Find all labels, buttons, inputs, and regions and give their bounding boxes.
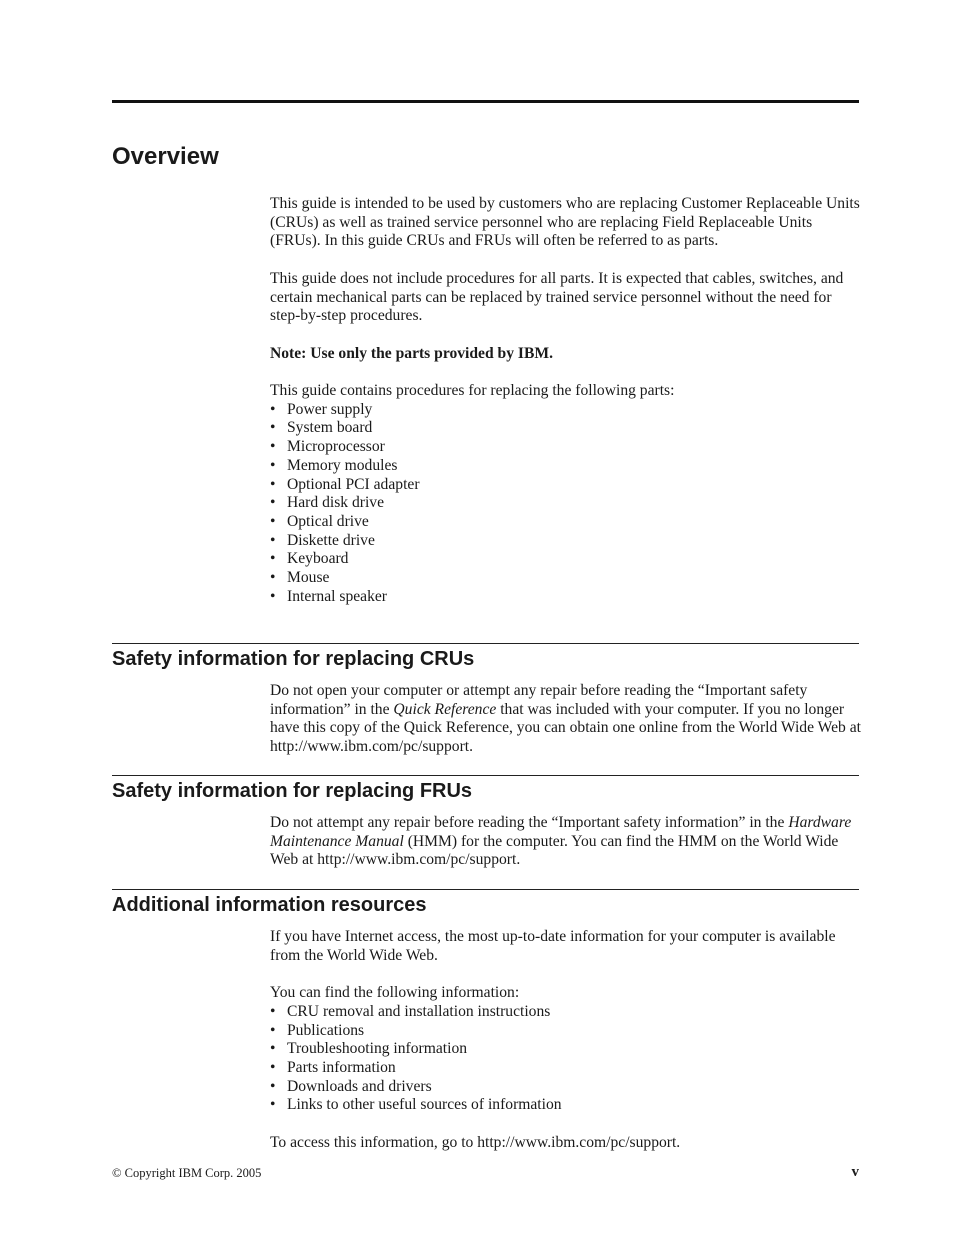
list-item: • Downloads and drivers [270,1078,862,1097]
list-item: • Publications [270,1022,862,1041]
page-number: v [851,1164,859,1180]
list-item: • Troubleshooting information [270,1040,862,1059]
section-rule [112,775,859,776]
list-item: • Mouse [270,569,862,588]
quick-reference-title: Quick Reference [393,700,497,718]
list-item: • CRU removal and installation instructions [270,1003,862,1022]
closing-paragraph: To access this information, go to http://www.ibm.com/pc/support. [270,1133,681,1151]
list-item: • Microprocessor [270,438,862,457]
fru-safety-body [270,814,862,870]
additional-info-body [270,928,862,1152]
cru-safety-paragraph: Do not open your computer or attempt any repair before reading the “Important safety information” in the Quick Reference that was included with your computer. If you no longer have this copy of the Quick Reference, you can obtain one online from the World Wide Web at http://www.ibm.com/pc/support. [270,682,861,756]
overview-paragraph-1: This guide is intended to be used by customers who are replacing Customer Replaceable Units (CRUs) as well as trained service personnel who are replacing Field Replaceable Units (FRUs). In this guide CRUs and FRUs will often be referred to as parts. [270,195,860,250]
list-item: • Hard disk drive [270,494,862,513]
list-item: • Keyboard [270,550,862,569]
list-item: • Optional PCI adapter [270,476,862,495]
list-item: • Diskette drive [270,532,862,551]
list-item: • Power supply [270,401,862,420]
cru-safety-heading: Safety information for replacing CRUs [112,648,475,670]
list-item: • Parts information [270,1059,862,1078]
parts-list-intro: This guide contains procedures for replacing the following parts: [270,381,675,399]
list-item: • Memory modules [270,457,862,476]
fru-safety-paragraph: Do not attempt any repair before reading the “Important safety information” in the Hardware Maintenance Manual (HMM) for the computer. You can find the HMM on the World Wide Web at http://www.ibm.com/pc/support. [270,814,852,869]
list-item: • Internal speaker [270,588,862,607]
parts-list [270,401,862,607]
cru-safety-body [270,682,862,757]
list-item: • Optical drive [270,513,862,532]
additional-info-heading: Additional information resources [112,894,427,916]
fru-safety-heading: Safety information for replacing FRUs [112,780,473,802]
overview-body [270,195,862,606]
hmm-title: Hardware Maintenance Manual [270,814,852,850]
section-rule [112,889,859,890]
resources-list [270,1003,862,1115]
top-rule [112,100,859,103]
list-item: • System board [270,419,862,438]
overview-paragraph-2: This guide does not include procedures for all parts. It is expected that cables, switches, and certain mechanical parts can be replaced by trained service personnel without the need for step-by-step procedures. [270,269,844,325]
page-title: Overview [112,143,219,170]
additional-paragraph-1: If you have Internet access, the most up-to-date information for your computer is available from the World Wide Web. [270,928,836,964]
list-item: • Links to other useful sources of information [270,1096,862,1115]
copyright: © Copyright IBM Corp. 2005 [112,1166,262,1180]
resources-list-intro: You can find the following information: [270,984,520,1002]
section-rule [112,643,859,644]
note: Note: Use only the parts provided by IBM. [270,344,554,362]
